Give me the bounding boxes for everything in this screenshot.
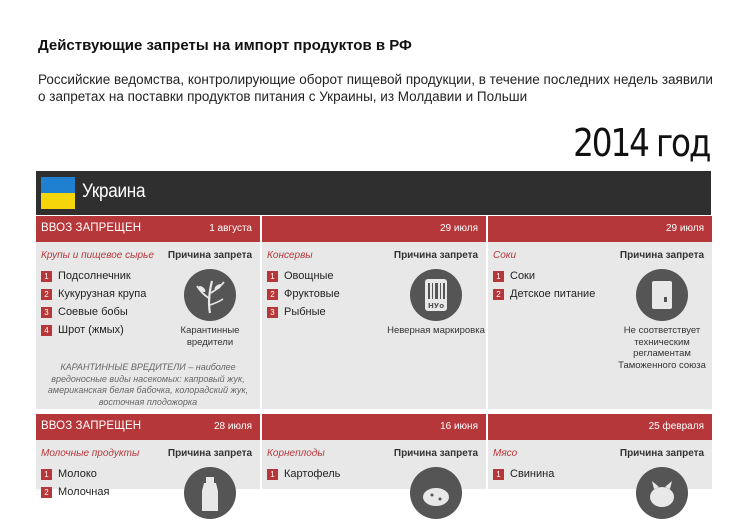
pig-icon [636,467,688,519]
list-item [267,267,340,285]
list-item [41,483,109,501]
item-label: Подсолнечник [58,270,131,282]
ukraine-flag-icon [41,177,75,209]
country-bar [36,171,711,215]
milk-bottle-icon [184,467,236,519]
ban-panel-roots [262,414,486,489]
panel-header [262,414,486,440]
product-category: Мясо [493,448,518,459]
ban-date: 28 июля [213,421,252,432]
item-label: Картофель [284,468,341,480]
panel-header [36,216,260,242]
panel-header [36,414,260,440]
reason-label: Причина запрета [619,250,705,261]
ban-date: 16 июня [440,421,478,432]
barcode-can-icon [410,269,462,321]
item-label: Кукурузная крупа [58,288,147,300]
list-item [41,267,146,285]
item-label: Фруктовые [284,288,340,300]
reason-label: Причина запрета [167,250,253,261]
product-list [493,465,554,483]
ban-panel-grains [36,216,260,409]
product-list [41,465,109,501]
reason-label: Причина запрета [393,448,479,459]
item-label: Свинина [510,468,555,480]
item-number: 1 [493,469,504,480]
ban-date: 1 августа [209,223,252,234]
item-number: 2 [41,289,52,300]
item-label: Молочная [58,486,110,498]
list-item [41,465,109,483]
pest-note: КАРАНТИННЫЕ ВРЕДИТЕЛИ – наиболее вредоносные виды насекомых: капровый жук, американская белая бабочка, колорадский жук, восточная плодожорка [47,362,249,407]
can-icon-label: НУо [427,302,445,310]
reason-text: Карантинные вредители [180,325,240,348]
product-list [493,267,595,303]
item-number: 1 [493,271,504,282]
ban-panel-meat [488,414,712,489]
potato-icon [410,467,462,519]
product-list [267,267,340,321]
page-subtitle: Российские ведомства, контролирующие оборот пищевой продукции, в течение последних недель заявили о запретах на поставки продуктов питания с Украины, из Молдавии и Польши [38,72,713,104]
item-number: 2 [267,289,278,300]
ban-panel-dairy [36,414,260,498]
product-list [267,465,340,483]
reason-label: Причина запрета [619,448,705,459]
item-label: Молоко [58,468,97,480]
item-label: Соевые бобы [58,306,128,318]
panel-header [488,216,712,242]
item-number: 3 [41,307,52,318]
item-number: 4 [41,325,52,336]
item-label: Рыбные [284,306,326,318]
panel-header [262,216,486,242]
juice-box-icon [636,269,688,321]
product-category: Соки [493,250,517,261]
item-label: Детское питание [510,288,596,300]
item-number: 1 [41,469,52,480]
list-item [267,285,340,303]
list-item [267,465,340,483]
reason-text: Не соответствует техническим регламентам Таможенного союза [618,325,706,371]
item-number: 1 [267,271,278,282]
product-category: Корнеплоды [267,448,325,459]
item-label: Овощные [284,270,334,282]
year-heading: 2014 год [572,121,709,165]
product-list [41,267,146,339]
list-item [41,321,146,339]
reason-label: Причина запрета [393,250,479,261]
list-item [41,285,146,303]
product-category: Крупы и пищевое сырье [41,250,154,261]
list-item [493,465,554,483]
product-category: Молочные продукты [41,448,140,459]
ban-label: ВВОЗ ЗАПРЕЩЕН [41,222,142,234]
item-number: 1 [267,469,278,480]
reason-label: Причина запрета [167,448,253,459]
item-number: 1 [41,271,52,282]
item-number: 2 [493,289,504,300]
ban-date: 25 февраля [648,421,704,432]
list-item [493,267,595,285]
item-number: 2 [41,487,52,498]
reason-text: Неверная маркировка [387,325,485,336]
ban-panel-canned [262,216,486,409]
list-item [493,285,595,303]
ban-panel-juices [488,216,712,409]
ban-label: ВВОЗ ЗАПРЕЩЕН [41,420,142,432]
panel-header [488,414,712,440]
item-label: Шрот (жмых) [58,324,124,336]
product-category: Консервы [267,250,313,261]
page-title: Действующие запреты на импорт продуктов в РФ [38,37,412,54]
list-item [41,303,146,321]
item-number: 3 [267,307,278,318]
item-label: Соки [510,270,536,282]
ban-date: 29 июля [665,223,704,234]
country-name: Украина [82,181,146,202]
list-item [267,303,340,321]
pest-icon [184,269,236,321]
ban-date: 29 июля [439,223,478,234]
